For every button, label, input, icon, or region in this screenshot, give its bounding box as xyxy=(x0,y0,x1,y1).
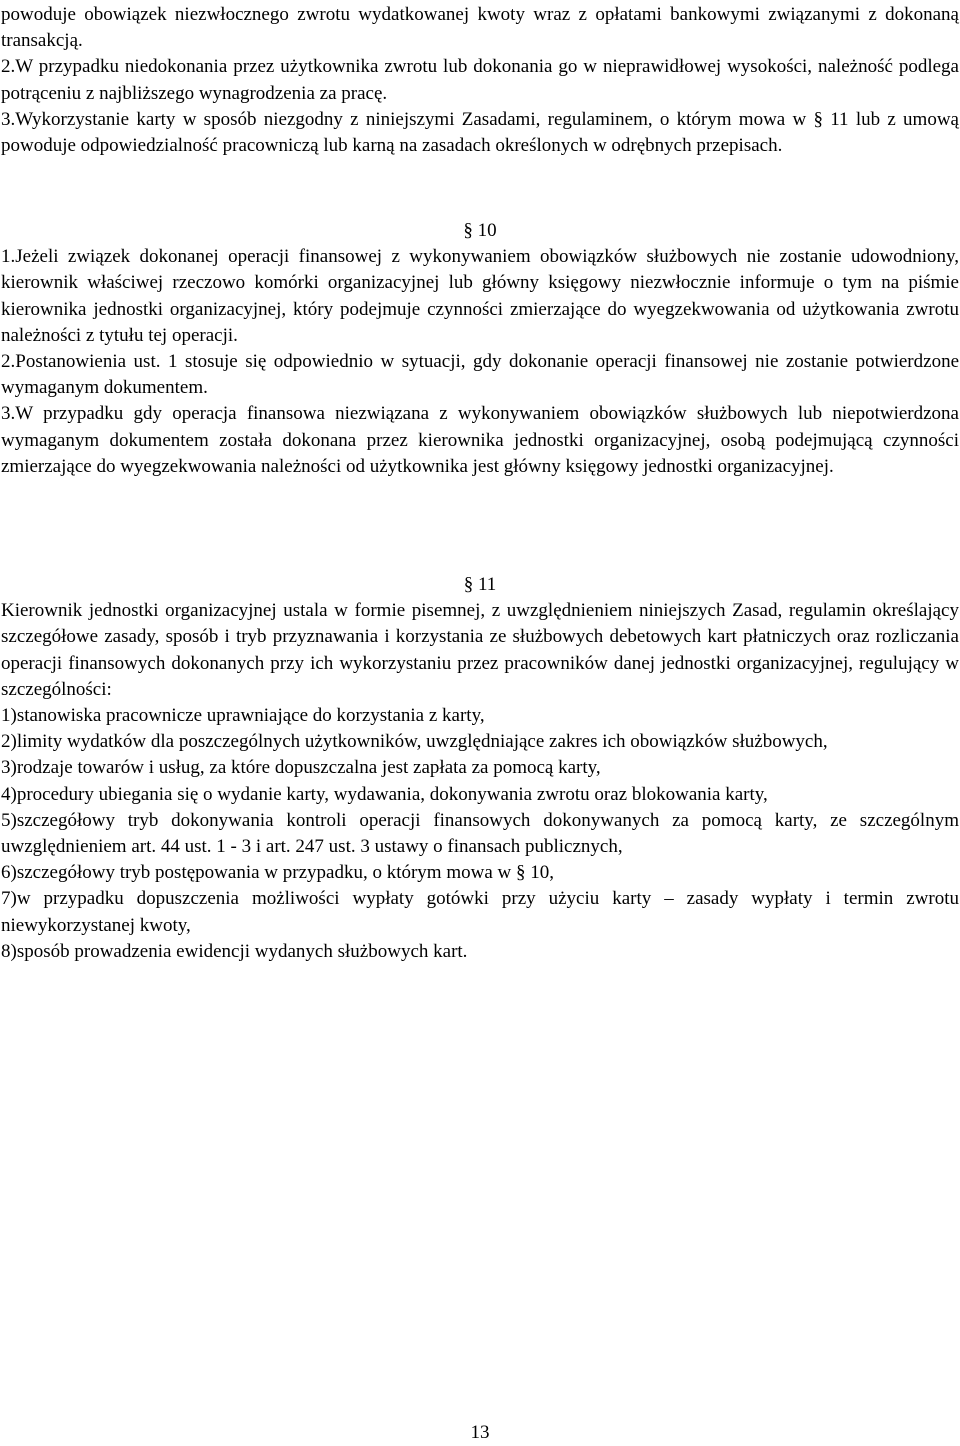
section-11-heading: § 11 xyxy=(463,574,497,595)
section-10-point-1: 1.Jeżeli związek dokonanej operacji finansowej z wykonywaniem obowiązków służbowych nie zostanie udowodniony, kierownik właściwej rzeczowo komórki organizacyjnej lub główny księgowy niezwłocznie informuje o tym na piśmie kierownika jednostki organizacyjnej, który podejmuje czynności zmierzające do wyegzekwowania od użytkowania zwrotu należności z tytułu tej operacji. xyxy=(1,246,959,346)
list-item: 2)limity wydatków dla poszczególnych użytkowników, uwzględniające zakres ich obowiązków służbowych, xyxy=(1,731,828,753)
list-item: 6)szczegółowy tryb postępowania w przypadku, o którym mowa w § 10, xyxy=(1,862,554,884)
section-10-point-2: 2.Postanowienia ust. 1 stosuje się odpowiednio w sytuacji, gdy dokonanie operacji finansowej nie zostanie potwierdzone wymaganym dokumentem. xyxy=(1,351,959,399)
section-11 xyxy=(1,572,959,965)
top-paragraphs xyxy=(1,2,959,159)
page-number: 13 xyxy=(470,1422,490,1443)
paragraph-point-3: 3.Wykorzystanie karty w sposób niezgodny z niniejszymi Zasadami, regulaminem, o którym mowa w § 11 lub z umową powoduje odpowiedzialność pracowniczą lub karną na zasadach określonych w odrębnych przepisach. xyxy=(1,108,959,157)
list-item: 4)procedury ubiegania się o wydanie karty, wydawania, dokonywania zwrotu oraz blokowania karty, xyxy=(1,783,768,805)
list-item: 3)rodzaje towarów i usług, za które dopuszczalna jest zapłata za pomocą karty, xyxy=(1,757,601,779)
list-item: 7)w przypadku dopuszczenia możliwości wypłaty gotówki przy użyciu karty – zasady wypłaty i termin zwrotu niewykorzystanej kwoty, xyxy=(1,888,959,936)
list-item: 5)szczegółowy tryb dokonywania kontroli operacji finansowych dokonywanych za pomocą karty, ze szczególnym uwzględnieniem art. 44 ust. 1 - 3 i art. 247 ust. 3 ustawy o finansach publicznych, xyxy=(1,809,959,858)
paragraph-continued: powoduje obowiązek niezwłocznego zwrotu wydatkowanej kwoty wraz z opłatami bankowymi związanymi z dokonaną transakcją. xyxy=(1,4,959,52)
list-item: 1)stanowiska pracownicze uprawniające do korzystania z karty, xyxy=(1,705,485,727)
section-10-point-3: 3.W przypadku gdy operacja finansowa niezwiązana z wykonywaniem obowiązków służbowych lub niepotwierdzona wymaganym dokumentem została dokonana przez kierownika jednostki organizacyjnej, osobą podejmującą czynności zmierzające do wyegzekwowania należności od użytkownika jest główny księgowy jednostki organizacyjnej. xyxy=(1,403,959,477)
paragraph-point-2: 2.W przypadku niedokonania przez użytkownika zwrotu lub dokonania go w nieprawidłowej wysokości, należność podlega potrąceniu z najbliższego wynagrodzenia za pracę. xyxy=(1,56,959,104)
section-11-intro: Kierownik jednostki organizacyjnej ustala w formie pisemnej, z uwzględnieniem niniejszych Zasad, regulamin określający szczegółowe zasady, sposób i tryb przyznawania i korzystania ze służbowych debetowych kart płatniczych oraz rozliczania operacji finansowych dokonanych przy ich wykorzystaniu przez pracowników danej jednostki organizacyjnej, regulujący w szczególności: xyxy=(1,600,959,700)
list-item: 8)sposób prowadzenia ewidencji wydanych służbowych kart. xyxy=(1,940,468,962)
section-10-heading: § 10 xyxy=(463,220,497,241)
section-10 xyxy=(1,218,959,480)
